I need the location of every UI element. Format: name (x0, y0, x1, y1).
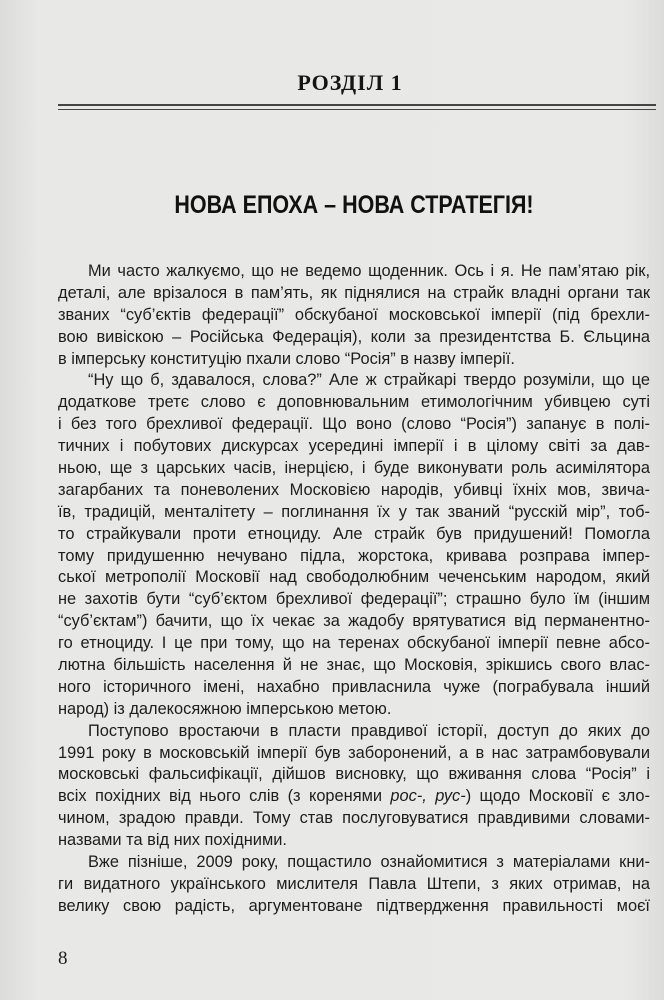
text-line: “Ну що б, здавалося, слова?” Але ж страйкарі твердо розуміли, що це (88, 371, 650, 390)
section-title: НОВА ЕПОХА – НОВА СТРАТЕГІЯ! (174, 191, 534, 219)
paragraph (58, 370, 650, 720)
text-line: московські фальсифікації, дійшов висновку, що вживання слова “Росія” і (58, 765, 650, 784)
text-segment: всіх похідних від нього слів (з коренями (58, 787, 391, 806)
text-line: народ) із далекосяжною імперською метою. (58, 699, 392, 718)
chapter-rule (58, 104, 656, 106)
chapter-rule-thin (58, 109, 656, 110)
text-segment: ) щодо Московії є зло- (465, 787, 650, 806)
text-line: додаткове третє слово є доповнювальним етимологічним убивцею суті (58, 393, 650, 412)
text-line: “суб’єктам”) бачити, що їх чекає за жадобу врятуватися від перманентно- (58, 612, 650, 631)
text-line: не захотів бути “суб’єктом брехливої федерації”; страшно було їм (іншим (58, 590, 650, 609)
text-line: го етноциду. І це при тому, що на теренах обскубаної імперії певне абсо- (58, 634, 650, 653)
text-line: ного історичного імені, нахабно привласнила чуже (пограбувала інший (58, 677, 650, 696)
text-line: ньою, ще з царських часів, інерцією, і буде виконувати роль асимілятора (58, 459, 650, 478)
text-line (58, 786, 650, 808)
chapter-label: РОЗДІЛ 1 (297, 70, 403, 95)
text-line: і без того брехливої федерації. Що воно (слово “Росія”) запанує в полі- (58, 415, 650, 434)
text-line: 1991 року в московській імперії був заборонений, а в нас затрамбовували (58, 743, 650, 762)
text-line: в імперську конституцію пхали слово “Росія” в назву імперії. (58, 349, 515, 368)
text-line: їв, традицій, менталітету – поглинання їх у так званий “русскій мір”, тоб- (58, 502, 650, 521)
text-line: велику свою радість, аргументоване підтвердження правильності моєї (58, 896, 650, 915)
text-line: то страйкували проти етноциду. Але страйк був придушений! Помогла (58, 524, 650, 543)
text-line: деталі, але врізалося в пам’ять, як піднялися на страйк владні органи так (58, 283, 650, 302)
paragraph (58, 721, 650, 852)
text-line: лютна більшість населення й не знає, що Московія, зрікшись свого влас- (58, 656, 650, 675)
text-line: Вже пізніше, 2009 року, пощастило ознайомитися з матеріалами кни- (88, 853, 650, 872)
page-number: 8 (58, 948, 68, 969)
text-line: Ми часто жалкуємо, що не ведемо щоденник. Ось і я. Не пам’ятаю рік, (88, 262, 650, 280)
body-text (58, 261, 650, 918)
text-line: вою вивіскою – Російська Федерація), коли за президентства Б. Єльцина (58, 327, 650, 346)
text-line: ської метрополії Московії над свободолюбним чеченським народом, який (58, 568, 650, 587)
text-line: назвами та від них похідними. (58, 831, 287, 850)
paragraph (58, 261, 650, 370)
text-line: ги видатного українського мислителя Павла Штепи, з яких отримав, на (58, 874, 650, 893)
italic-text: рос-, рус- (390, 787, 466, 806)
text-line: загарбаних та поневолених Московією народів, убивці їхніх мов, звича- (58, 480, 650, 499)
text-line: чином, зрадою правди. Тому став послуговуватися правдивими словами- (58, 809, 650, 828)
text-line: званих “суб’єктів федерації” обскубаної московської імперії (під брехли- (58, 305, 650, 324)
text-line: Поступово вростаючи в пласти правдивої історії, доступ до яких до (88, 721, 650, 740)
paragraph (58, 852, 650, 918)
text-line: тичних і побутових дискурсах усередині імперії і в цілому світі за дав- (58, 437, 650, 456)
text-line: тому придушенню нечувано підла, жорстока, кривава розправа імпер- (58, 546, 650, 565)
